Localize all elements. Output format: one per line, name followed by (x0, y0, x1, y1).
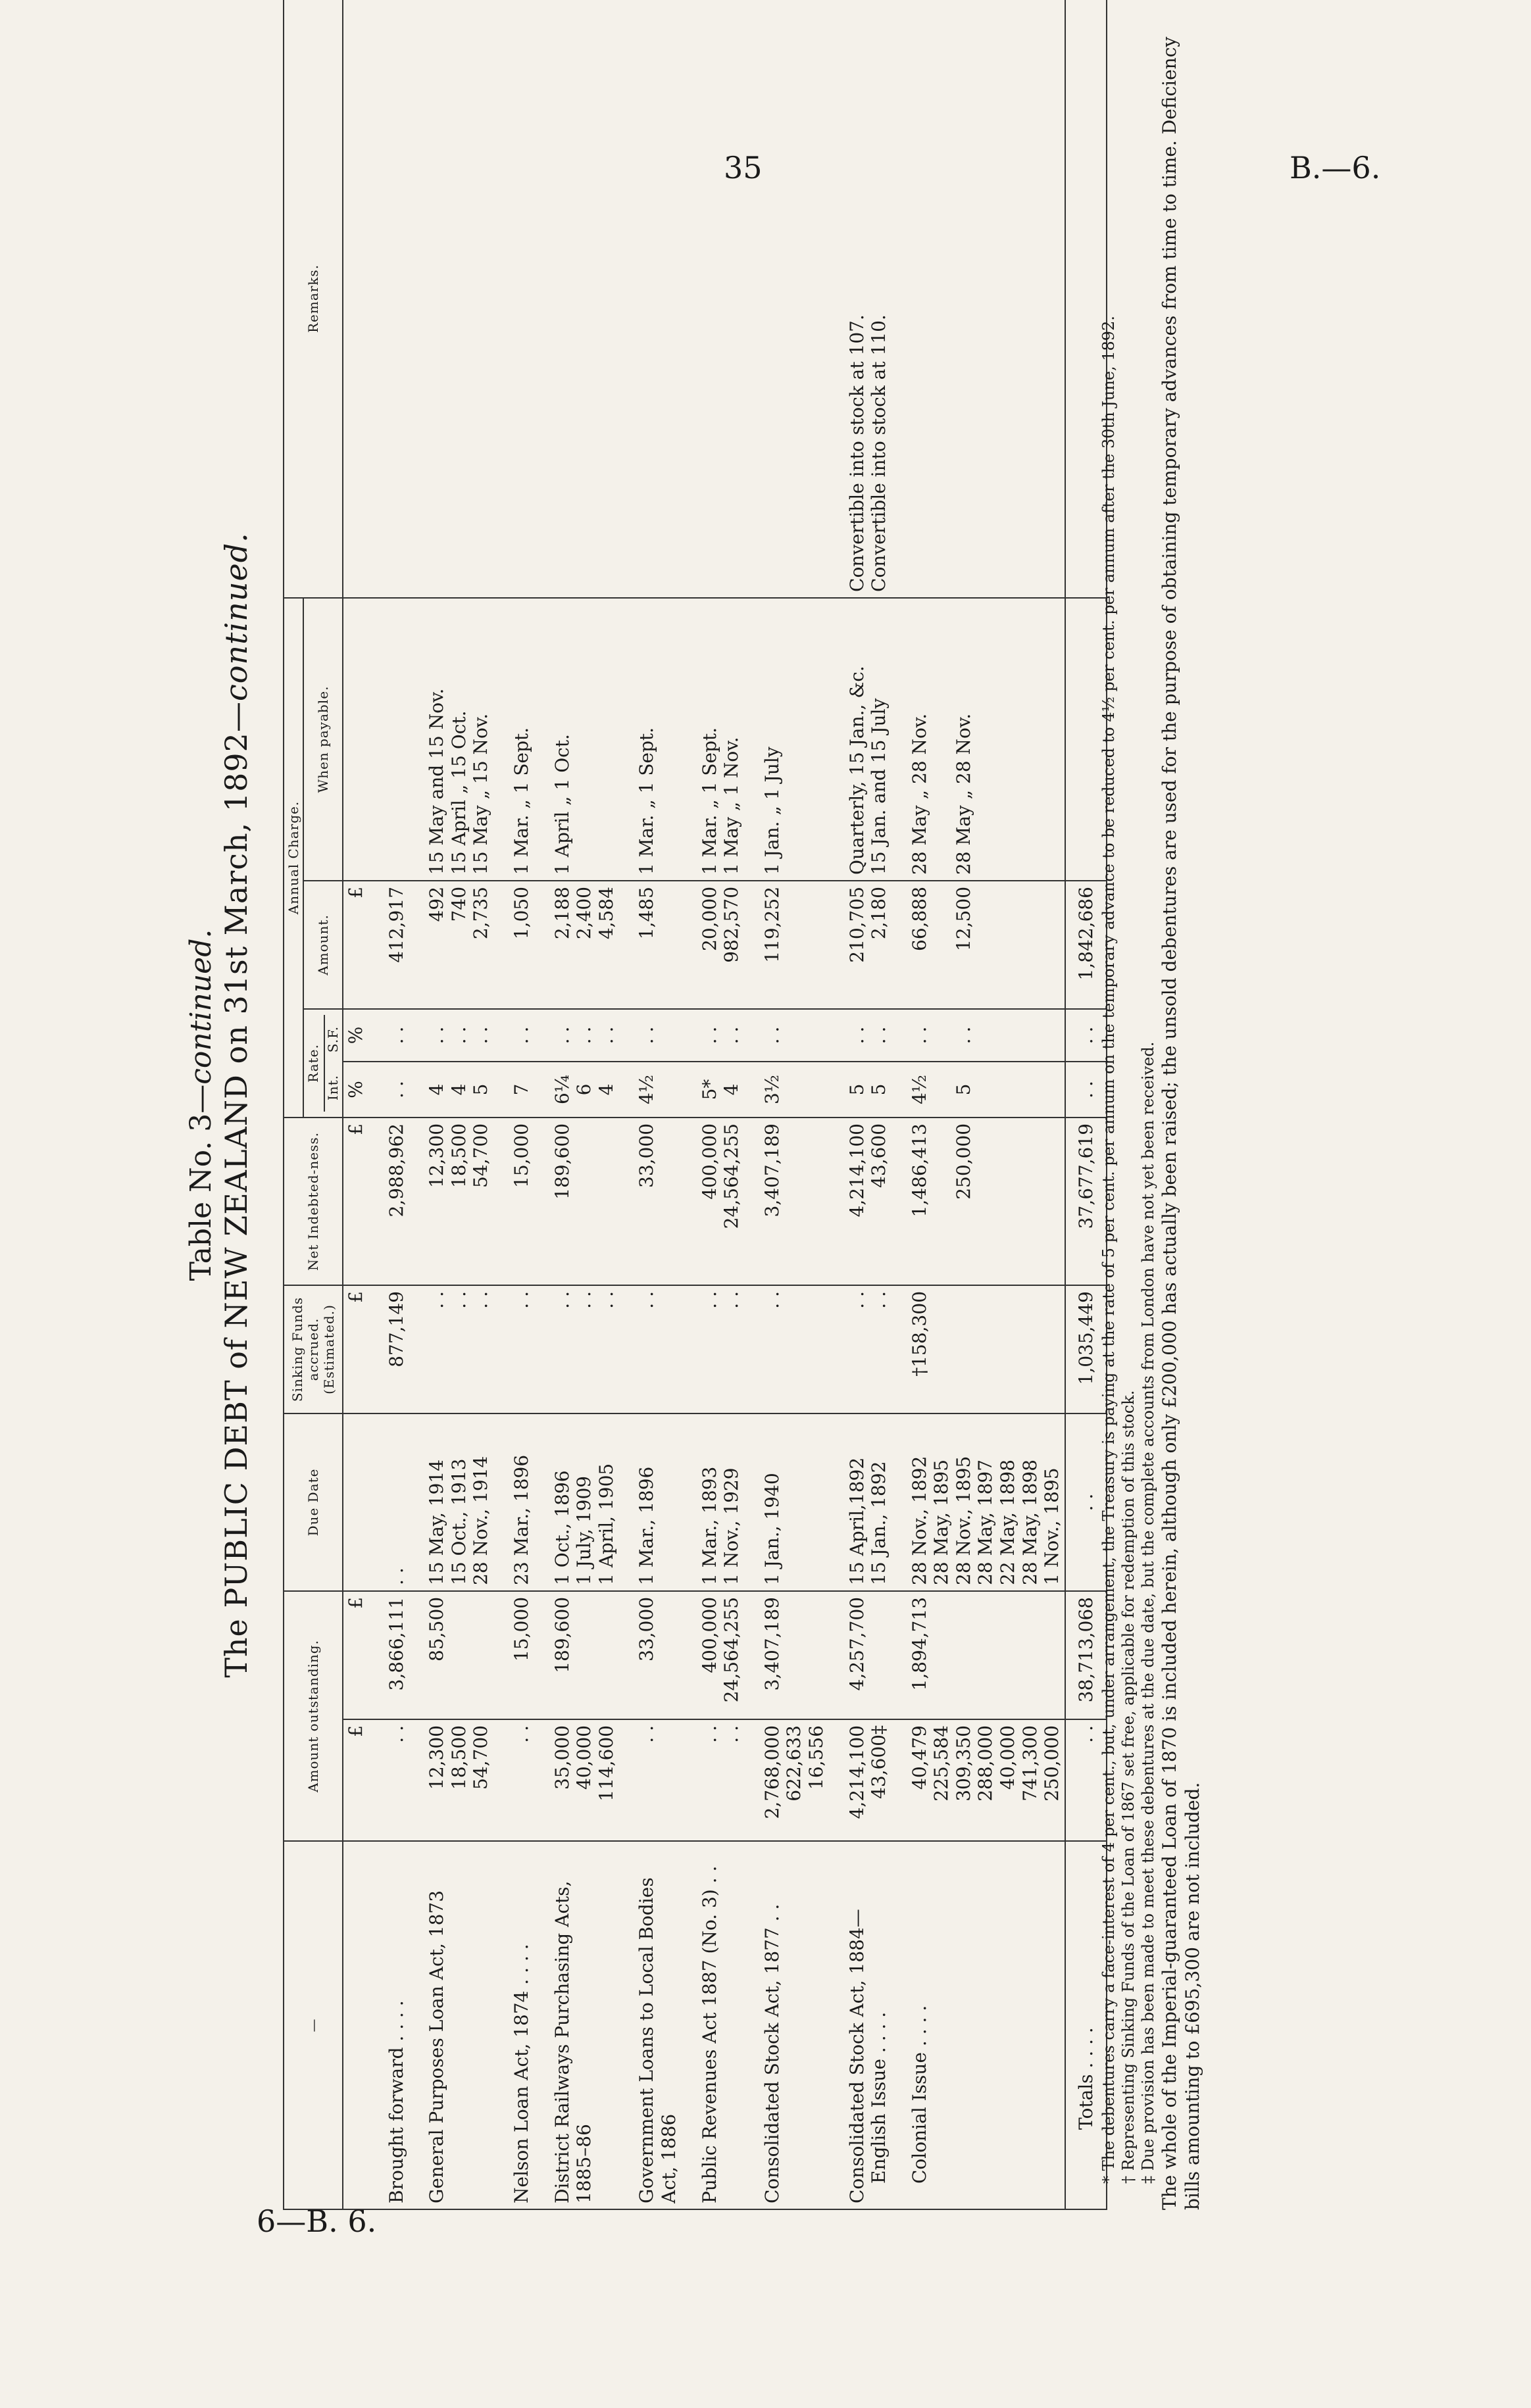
cell-label: Nelson Loan Act, 1874 . . . . (493, 1841, 534, 2209)
cell-annual: 412,917 (368, 881, 409, 1009)
cell-sink: . . (744, 1285, 829, 1413)
cell-sink: 877,149 (368, 1285, 409, 1413)
cell-int: 6¼ 6 4 (534, 1062, 619, 1118)
cell-amt-b: 189,600 (534, 1591, 619, 1719)
cell-when: 1 Jan. „ 1 July (744, 598, 829, 881)
cell-when (368, 598, 409, 881)
footnote-double-dagger: ‡ Due provision has been made to meet these debentures at the due date, but the complete accounts from London have not yet been received. (1139, 1041, 1157, 2184)
cell-when: 28 May „ 28 Nov. 28 May „ 28 Nov. (891, 598, 1065, 881)
cell-annual: 1,485 (618, 881, 681, 1009)
cell-remarks (493, 0, 534, 598)
cell-sink: . . (618, 1285, 681, 1413)
cell-due: 15 May, 1914 15 Oct., 1913 28 Nov., 1914 (409, 1413, 493, 1591)
cell-int: 4½ 5 (891, 1062, 1065, 1118)
header-annual-charge: Annual Charge. (284, 598, 303, 1118)
cell-sink: . . . . . . (534, 1285, 619, 1413)
cell-annual: 210,705 2,180 (829, 881, 891, 1009)
table-row (534, 0, 619, 2209)
cell-amt-b: 1,894,713 (891, 1591, 1065, 1719)
cell-remarks (409, 0, 493, 598)
cell-when: 1 Mar. „ 1 Sept. 1 May „ 1 Nov. (682, 598, 744, 881)
cell-amt-b: 400,000 24,564,255 (682, 1591, 744, 1719)
header-amount: Amount. (303, 881, 343, 1009)
cell-label: Brought forward . . . . (368, 1841, 409, 2209)
table-body (368, 0, 1065, 2209)
cell-amt-b: 4,257,700 (829, 1591, 891, 1719)
cell-annual: 20,000 982,570 (682, 881, 744, 1009)
cell-label: District Railways Purchasing Acts, 1885–86 (534, 1841, 619, 2209)
header-due-date: Due Date (284, 1413, 343, 1591)
cell-amt-a: 12,300 18,500 54,700 (409, 1719, 493, 1841)
cell-due: 1 Oct., 1896 1 July, 1909 1 April, 1905 (534, 1413, 619, 1591)
cell-annual: 2,188 2,400 4,584 (534, 881, 619, 1009)
cell-amt-a: . . (368, 1719, 409, 1841)
cell-sink: . . (493, 1285, 534, 1413)
table-title: Table No. 3—continued. (184, 929, 218, 1281)
cell-remarks: Convertible into stock at 107. Convertible into stock at 110. (829, 0, 891, 598)
cell-sf: . . . . . . (534, 1009, 619, 1062)
cell-sf: . . . . (829, 1009, 891, 1062)
header-amount-outstanding: Amount outstanding. (284, 1591, 343, 1841)
cell-net: 189,600 (534, 1118, 619, 1285)
header-sinking-funds: Sinking Funds accrued. (Estimated.) (284, 1285, 343, 1413)
cell-amt-a: . . (618, 1719, 681, 1841)
cell-sf: . . . . . . (409, 1009, 493, 1062)
cell-annual: 66,888 12,500 (891, 881, 1065, 1009)
document-reference: B.—6. (1290, 150, 1381, 185)
cell-when: 1 Mar. „ 1 Sept. (618, 598, 681, 881)
cell-amt-a: 35,000 40,000 114,600 (534, 1719, 619, 1841)
cell-sink: †158,300 (891, 1285, 1065, 1413)
cell-remarks (618, 0, 681, 598)
header-net-indebtedness: Net Indebted-ness. (284, 1118, 343, 1285)
cell-label: Colonial Issue . . . . (891, 1841, 1065, 2209)
cell-sf: . . (618, 1009, 681, 1062)
cell-amt-b: 3,407,189 (744, 1591, 829, 1719)
cell-due: . . (368, 1413, 409, 1591)
table-row-units: £ £ £ £ % % £ (343, 0, 368, 2209)
table-row (409, 0, 493, 2209)
table-row (682, 0, 744, 2209)
rotated-table-region (184, 0, 1336, 2223)
cell-net: 4,214,100 43,600 (829, 1118, 891, 1285)
cell-int: 5* 4 (682, 1062, 744, 1118)
cell-sink: . . . . . . (409, 1285, 493, 1413)
cell-int: 4½ (618, 1062, 681, 1118)
cell-net: 3,407,189 (744, 1118, 829, 1285)
cell-due: 15 April,1892 15 Jan., 1892 (829, 1413, 891, 1591)
cell-sf: . . (368, 1009, 409, 1062)
cell-net: 15,000 (493, 1118, 534, 1285)
cell-net: 12,300 18,500 54,700 (409, 1118, 493, 1285)
cell-int: 5 5 (829, 1062, 891, 1118)
cell-net: 1,486,413 250,000 (891, 1118, 1065, 1285)
header-rate: Rate. Int. S.F. (303, 1009, 343, 1118)
cell-sf: . . . . (682, 1009, 744, 1062)
table-row (744, 0, 829, 2209)
note-imperial-loan: The whole of the Imperial-guaranteed Loan of 1870 is included herein, although only £200,000 has actually been raised; the unsold debentures are used for the purpose of obtaining temporary advances from time to time. Deficiency bills amounting to £695,300 are not included. (1159, 36, 1203, 2210)
cell-net: 33,000 (618, 1118, 681, 1285)
cell-annual: 492 740 2,735 (409, 881, 493, 1009)
header-int: Int. (325, 1074, 341, 1101)
cell-when: 15 May and 15 Nov. 15 April „ 15 Oct. 15 May „ 15 Nov. (409, 598, 493, 881)
cell-int: 4 4 5 (409, 1062, 493, 1118)
cell-remarks (368, 0, 409, 598)
cell-label: General Purposes Loan Act, 1873 (409, 1841, 493, 2209)
cell-due: 1 Jan., 1940 (744, 1413, 829, 1591)
cell-due: 23 Mar., 1896 (493, 1413, 534, 1591)
cell-amt-b: 15,000 (493, 1591, 534, 1719)
cell-label: Consolidated Stock Act, 1877 . . (744, 1841, 829, 2209)
cell-amt-b: 3,866,111 (368, 1591, 409, 1719)
table-subtitle: The PUBLIC DEBT of NEW ZEALAND on 31st March, 1892—continued. (218, 532, 254, 1678)
header-sf: S.F. (325, 1025, 341, 1053)
footnotes (1099, 0, 1204, 2210)
cell-int: 7 (493, 1062, 534, 1118)
header-when-payable: When payable. (303, 598, 343, 881)
cell-remarks (534, 0, 619, 598)
cell-when: 1 April „ 1 Oct. (534, 598, 619, 881)
table-row-totals: Totals . . . . . . 38,713,068 . . 1,035,449 37,677,619 . . . . 1,842,686 (1065, 0, 1107, 2209)
cell-sf: . . (744, 1009, 829, 1062)
cell-amt-b: 85,500 (409, 1591, 493, 1719)
cell-amt-a: 40,479 225,584 309,350 288,000 40,000 741,300 250,000 (891, 1719, 1065, 1841)
cell-due: 1 Mar., 1893 1 Nov., 1929 (682, 1413, 744, 1591)
cell-remarks (891, 0, 1065, 598)
cell-sink: . . . . (829, 1285, 891, 1413)
cell-int: . . (368, 1062, 409, 1118)
cell-int: 3½ (744, 1062, 829, 1118)
cell-sf: . . (493, 1009, 534, 1062)
cell-when: Quarterly, 15 Jan., &c. 15 Jan. and 15 July (829, 598, 891, 881)
header-description: — (284, 1841, 343, 2209)
page-number: 35 (724, 150, 763, 185)
cell-amt-a: . . (493, 1719, 534, 1841)
table-row (891, 0, 1065, 2209)
cell-net: 2,988,962 (368, 1118, 409, 1285)
header-remarks: Remarks. (284, 0, 343, 598)
cell-sf: . . . . (891, 1009, 1065, 1062)
table-row (829, 0, 891, 2209)
cell-due: 28 Nov., 1892 28 May, 1895 28 Nov., 1895 28 May, 1897 22 May, 1898 28 May, 1898 1 Nov., 1895 (891, 1413, 1065, 1591)
cell-sink: . . . . (682, 1285, 744, 1413)
cell-when: 1 Mar. „ 1 Sept. (493, 598, 534, 881)
cell-label: Consolidated Stock Act, 1884— English Issue . . . . (829, 1841, 891, 2209)
cell-amt-a: 4,214,100 43,600‡ (829, 1719, 891, 1841)
cell-remarks (682, 0, 744, 598)
footer-reference: 6—B. 6. (257, 2203, 377, 2239)
cell-amt-b: 33,000 (618, 1591, 681, 1719)
table-row (493, 0, 534, 2209)
table-row (618, 0, 681, 2209)
footnote-dagger: † Representing Sinking Funds of the Loan of 1867 set free, applicable for redemption of this stock. (1119, 1390, 1138, 2184)
cell-net: 400,000 24,564,255 (682, 1118, 744, 1285)
cell-label: Public Revenues Act 1887 (No. 3) . . (682, 1841, 744, 2209)
cell-due: 1 Mar., 1896 (618, 1413, 681, 1591)
public-debt-table (283, 0, 1107, 2210)
cell-amt-a: . . . . (682, 1719, 744, 1841)
cell-annual: 1,050 (493, 881, 534, 1009)
footnote-asterisk: * The debentures carry a face-interest of 4 per cent., but, under arrangement, the Treasury is paying at the rate of 5 per cent. per annum on the temporary advance to be reduced to 4½ per cent. per annum after the 30th June, 1892. (1099, 316, 1118, 2184)
table-row (368, 0, 409, 2209)
cell-remarks (744, 0, 829, 598)
cell-amt-a: 2,768,000 622,633 16,556 (744, 1719, 829, 1841)
cell-annual: 119,252 (744, 881, 829, 1009)
cell-label: Government Loans to Local Bodies Act, 1886 (618, 1841, 681, 2209)
